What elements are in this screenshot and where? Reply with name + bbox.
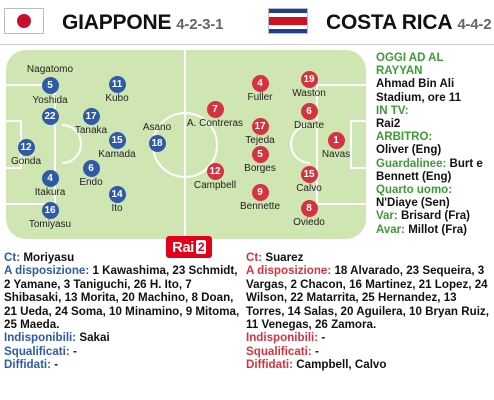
unavailable-label-japan: Indisponibili:: [4, 331, 77, 345]
avar-label: Avar:: [376, 223, 405, 236]
module-japan: 4-2-3-1: [176, 16, 224, 33]
team-name-japan: GIAPPONE: [62, 11, 172, 34]
suspended-row-japan: [4, 345, 242, 358]
player-number: 11: [109, 76, 126, 93]
player-japan: [75, 76, 159, 105]
var-label: Var:: [376, 210, 398, 223]
coach-label-costa-rica: Ct:: [246, 251, 263, 264]
player-name: Ito: [111, 203, 123, 214]
player-number: 16: [42, 202, 59, 219]
player-number: 14: [109, 186, 126, 203]
player-name: Tomiyasu: [28, 219, 72, 230]
japan-squad-info: [4, 251, 242, 372]
suspended-row-costa-rica: [246, 345, 492, 358]
coach-row-costa-rica: [246, 251, 492, 264]
tv-value: Rai2: [376, 118, 401, 131]
unavailable-label-costa-rica: Indisponibili:: [246, 331, 319, 345]
player-name: Campbell: [193, 180, 237, 191]
player-number: 19: [301, 71, 318, 88]
suspended-label-japan: Squalificati:: [4, 344, 70, 358]
player-number: 1: [328, 132, 345, 149]
player-number: 12: [18, 139, 35, 156]
player-name: Yoshida: [32, 95, 68, 106]
team-name-costa-rica: COSTA RICA: [326, 11, 453, 34]
venue-label: OGGI AD AL RAYYAN: [376, 52, 444, 78]
linesmen-label: Guardalinee:: [376, 157, 447, 170]
venue-value: Ahmad Bin Ali Stadium, ore 11: [376, 78, 462, 104]
player-number: 12: [207, 163, 224, 180]
avar-value: Millot (Fra): [408, 223, 467, 236]
player-name: Oviedo: [293, 217, 325, 228]
tv-label: IN TV:: [376, 104, 409, 117]
player-number: 9: [252, 184, 269, 201]
player-costa-rica: [218, 75, 302, 104]
linesmen-row: [376, 158, 492, 171]
player-number: 18: [149, 135, 166, 152]
warned-label-japan: Diffidati:: [4, 358, 52, 372]
referee-value: Oliver (Eng): [376, 144, 442, 157]
player-number: 7: [207, 101, 224, 118]
unavailable-value-japan: Sakai: [79, 331, 110, 345]
coach-value-japan: Moriyasu: [23, 251, 75, 264]
fourth-official-label: Quarto uomo:: [376, 184, 453, 197]
subs-value-costa-rica: 18 Alvarado, 23 Sequeira, 3 Vargas, 2 Chacon, 16 Martinez, 21 Lopez, 24 Wilson, 22 Matarrita, 25 Hernandez, 13 Torres, 14 Salas, 20 Aguilera, 10 Bryan Ruiz, 11 Venegas, 26 Zamora.: [246, 264, 489, 332]
header-divider: [0, 44, 494, 45]
player-name: Fuller: [247, 92, 273, 103]
linesmen-value-2: Bennett (Eng): [376, 170, 452, 183]
unavailable-row-japan: [4, 331, 242, 344]
linesmen-value: Burt e: [449, 157, 483, 170]
subs-value-japan: 1 Kawashima, 23 Schmidt, 2 Yamane, 3 Taniguchi, 26 H. Ito, 7 Shibasaki, 13 Morita, 20 Machino, 8 Doan, 21 Ueda, 24 Soma, 10 Minamino, 9 Mitoma, 25 Maeda.: [4, 264, 240, 332]
player-costa-rica: [173, 101, 257, 130]
avar-row: [376, 224, 492, 237]
rai-logo-channel: 2: [197, 240, 205, 254]
player-name: Borges: [244, 163, 276, 174]
costa-rica-flag-icon: [268, 8, 308, 34]
player-name: Navas: [321, 149, 351, 160]
player-japan: [49, 160, 133, 189]
rai-logo-text: Rai: [171, 238, 194, 256]
warned-label-costa-rica: Diffidati:: [246, 358, 294, 372]
subs-row-costa-rica: [246, 264, 492, 331]
warned-value-japan: -: [54, 358, 59, 372]
player-name: Kubo: [105, 93, 129, 104]
player-number: 6: [83, 160, 100, 177]
subs-label-japan: A disposizione:: [4, 264, 90, 278]
costa-rica-squad-info: [246, 251, 492, 372]
player-name: Nagatomo: [26, 64, 74, 75]
player-japan: [75, 186, 159, 215]
player-name: Gonda: [10, 156, 42, 167]
warned-value-costa-rica: Campbell, Calvo: [296, 358, 387, 372]
coach-row-japan: [4, 251, 242, 264]
warned-row-japan: [4, 358, 242, 371]
player-number: 15: [301, 166, 318, 183]
player-name: Tejeda: [245, 135, 275, 146]
player-number: 6: [301, 103, 318, 120]
player-number: 8: [301, 200, 318, 217]
player-name: Asano: [142, 122, 172, 133]
player-number: 5: [252, 146, 269, 163]
unavailable-value-costa-rica: -: [321, 331, 326, 345]
suspended-value-japan: -: [72, 344, 77, 358]
suspended-value-costa-rica: -: [314, 344, 319, 358]
var-value: Brisard (Fra): [400, 210, 470, 223]
subs-label-costa-rica: A disposizione:: [246, 264, 332, 278]
player-name: Bennette: [239, 201, 281, 212]
match-info: [376, 52, 492, 237]
warned-row-costa-rica: [246, 358, 492, 371]
player-name: Itakura: [34, 187, 66, 198]
player-name: Waston: [292, 88, 326, 99]
player-name: Endo: [79, 177, 103, 188]
unavailable-row-costa-rica: [246, 331, 492, 344]
player-number: 15: [109, 132, 126, 149]
japan-flag-icon: [4, 8, 44, 34]
coach-value-costa-rica: Suarez: [265, 251, 304, 264]
fourth-official-value: N'Diaye (Sen): [376, 197, 450, 210]
var-row: [376, 210, 492, 223]
player-number: 4: [42, 170, 59, 187]
player-name: Duarte: [293, 120, 324, 131]
subs-row-japan: [4, 264, 242, 331]
team-title-costa-rica: [326, 11, 491, 35]
player-name: Calvo: [296, 183, 322, 194]
player-name: Kamada: [98, 149, 136, 160]
player-name: Tanaka: [74, 125, 108, 136]
player-number: 4: [252, 75, 269, 92]
player-number: 5: [42, 77, 59, 94]
coach-label-japan: Ct:: [4, 251, 21, 264]
player-name: A. Contreras: [186, 118, 244, 129]
player-number: 22: [42, 108, 59, 125]
module-costa-rica: 4-4-2: [457, 16, 492, 33]
player-number: 17: [252, 118, 269, 135]
player-costa-rica: [294, 132, 366, 161]
player-number: 17: [83, 108, 100, 125]
pitch: [6, 50, 366, 239]
player-costa-rica: [173, 163, 257, 192]
team-title-japan: [62, 11, 223, 35]
suspended-label-costa-rica: Squalificati:: [246, 344, 312, 358]
referee-label: ARBITRO:: [376, 131, 433, 144]
